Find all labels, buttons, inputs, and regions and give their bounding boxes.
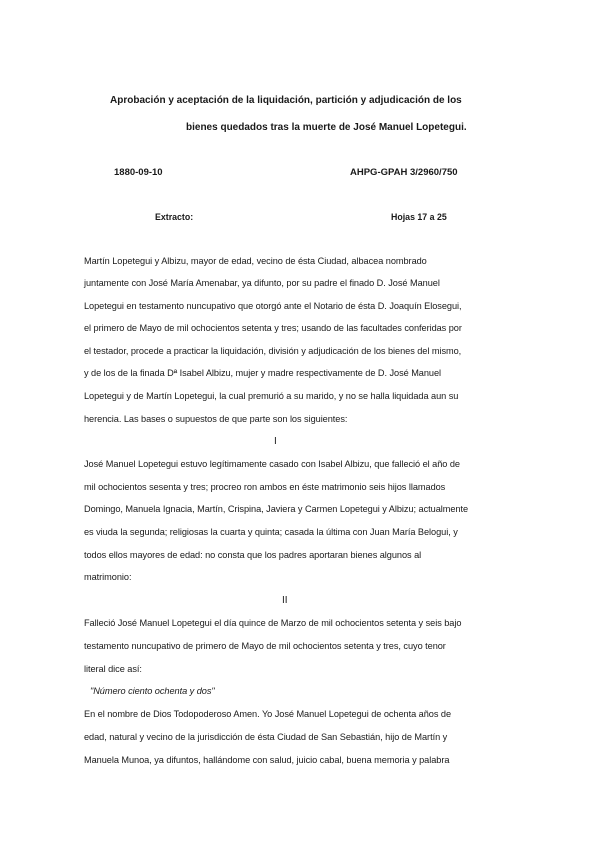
sheet-range: Hojas 17 a 25 [391,212,447,222]
body-line: testamento nuncupativo de primero de Mayo de mil ochocientos setenta y tres, cuyo tenor [84,641,446,651]
body-line: edad, natural y vecino de la jurisdicción de ésta Ciudad de San Sebastián, hijo de Martín y [84,732,448,742]
document-title-line-2: bienes quedados tras la muerte de José Manuel Lopetegui. [186,122,467,133]
body-line: es viuda la segunda; religiosas la cuarta y quinta; casada la última con Juan María Belogui, y [84,527,458,537]
body-line: mil ochocientos sesenta y tres; procreo ron ambos en éste matrimonio seis hijos llamados [84,482,446,492]
body-line: Lopetegui en testamento nuncupativo que otorgó ante el Notario de ésta D. Joaquín Elosegui, [84,301,462,311]
body-line: y de los de la finada Dª Isabel Albizu, mujer y madre respectivamente de D. José Manuel [84,368,442,378]
body-line: el primero de Mayo de mil ochocientos setenta y tres; usando de las facultades conferidas por [84,323,462,333]
body-line: el testador, procede a practicar la liquidación, división y adjudicación de los bienes del mismo, [84,346,462,356]
body-line: Martín Lopetegui y Albizu, mayor de edad, vecino de ésta Ciudad, albacea nombrado [84,256,427,266]
body-line: Lopetegui y de Martín Lopetegui, la cual premurió a su marido, y no se halla liquidada aun su [84,391,459,401]
body-line: juntamente con José María Amenabar, ya difunto, por su padre el finado D. José Manuel [84,278,440,288]
body-line: todos ellos mayores de edad: no consta que los padres aportaran bienes algunos al [84,550,422,560]
body-line: Manuela Munoa, ya difuntos, hallándome con salud, juicio cabal, buena memoria y palabra [84,755,450,765]
document-date: 1880-09-10 [114,167,163,178]
body-line: Domingo, Manuela Ignacia, Martín, Crispina, Javiera y Carmen Lopetegui y Albizu; actualmente [84,504,469,514]
body-line: matrimonio: [84,572,132,582]
body-line: José Manuel Lopetegui estuvo legítimamente casado con Isabel Albizu, que falleció el año de [84,459,460,469]
quoted-heading: "Número ciento ochenta y dos" [90,686,215,696]
archive-reference: AHPG-GPAH 3/2960/750 [350,167,458,178]
extract-label: Extracto: [155,212,194,222]
body-line: En el nombre de Dios Todopoderoso Amen. Yo José Manuel Lopetegui de ochenta años de [84,709,452,719]
document-title-line-1: Aprobación y aceptación de la liquidación, partición y adjudicación de los [110,95,462,106]
body-line: Falleció José Manuel Lopetegui el día quince de Marzo de mil ochocientos setenta y seis bajo [84,618,462,628]
body-line: herencia. Las bases o supuestos de que parte son los siguientes: [84,414,348,424]
section-number: II [282,595,288,606]
body-line: literal dice así: [84,664,142,674]
section-number: I [274,436,277,447]
